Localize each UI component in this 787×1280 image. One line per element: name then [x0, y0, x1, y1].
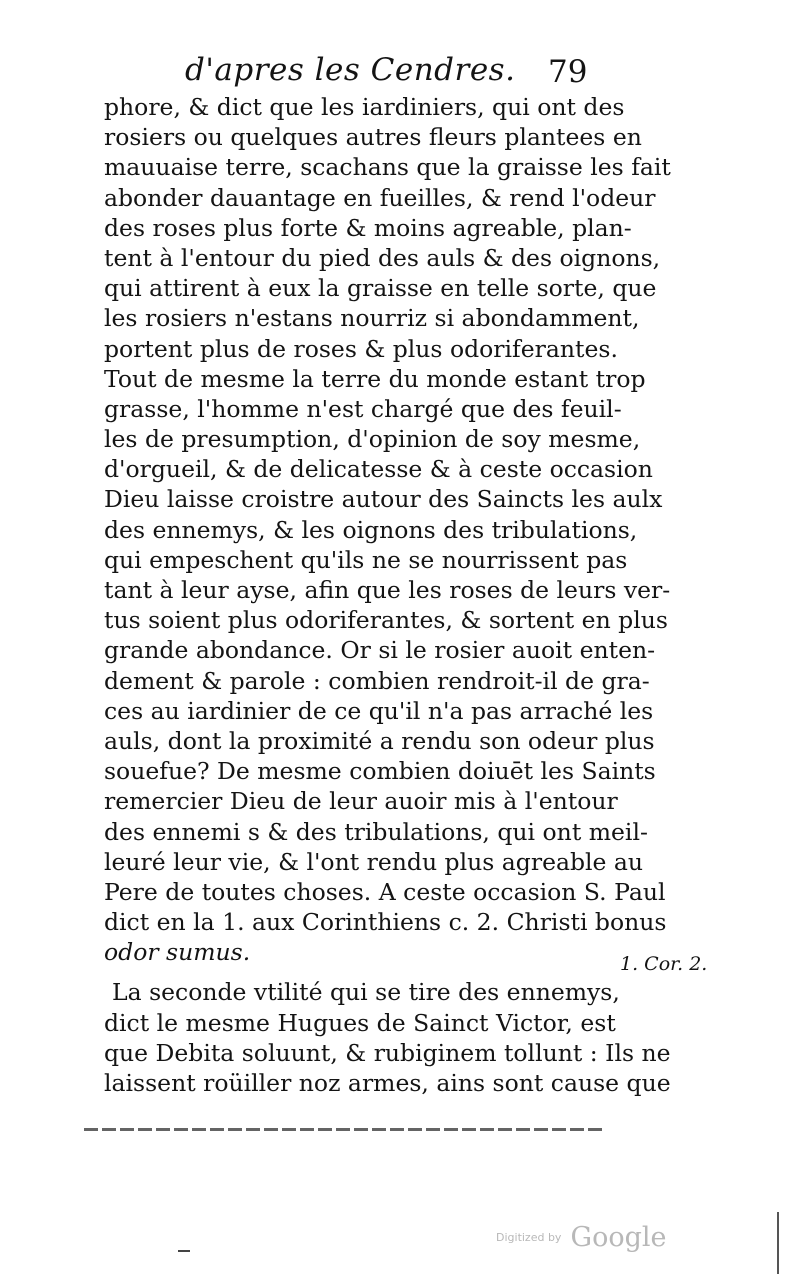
scan-dash-mark	[178, 1250, 190, 1252]
text-line: les de presumption, d'opinion de soy mesme,	[104, 425, 641, 454]
text-line: des ennemi s & des tribulations, qui ont meil-	[104, 817, 648, 846]
text-line: grasse, l'homme n'est chargé que des feuil-	[104, 394, 622, 423]
text-line: dict en la 1. aux Corinthiens c. 2. Christi bonus	[104, 908, 667, 937]
text-line: tent à l'entour du pied des auls & des oignons,	[104, 243, 661, 272]
text-line: que Debita soluunt, & rubiginem tollunt : Ils ne	[104, 1038, 671, 1067]
text-line: ces au iardinier de ce qu'il n'a pas arraché les	[104, 696, 654, 725]
text-line: phore, & dict que les iardiniers, qui ont des	[104, 93, 625, 121]
text-line: les rosiers n'estans nourriz si abondamment,	[104, 304, 640, 333]
marginal-note: 1. Cor. 2.	[620, 953, 708, 975]
text-line: souefue? De mesme combien doiuēt les Saints	[104, 757, 656, 786]
scan-edge-mark	[777, 1212, 779, 1274]
text-line: Dieu laisse croistre autour des Saincts les aulx	[104, 485, 663, 514]
text-line: mauuaise terre, scachans que la graisse les fait	[104, 153, 671, 182]
text-line: Tout de mesme la terre du monde estant trop	[104, 364, 646, 393]
text-line: Pere de toutes choses. A ceste occasion S. Paul	[104, 877, 666, 906]
text-line: tant à leur ayse, afin que les roses de leurs ver-	[104, 576, 671, 604]
text-line: rosiers ou quelques autres fleurs plantees en	[104, 123, 642, 152]
text-line: laissent roüiller noz armes, ains sont cause que	[104, 1069, 671, 1097]
text-line: portent plus de roses & plus odoriferantes.	[104, 334, 618, 363]
text-line: leuré leur vie, & l'ont rendu plus agreable au	[104, 847, 644, 876]
text-line: remercier Dieu de leur auoir mis à l'entour	[104, 787, 618, 816]
text-line: auls, dont la proximité a rendu son odeur plus	[104, 726, 655, 755]
text-line: qui empeschent qu'ils ne se nourrissent pas	[104, 545, 628, 574]
print-rule	[84, 1128, 604, 1131]
text-line: des ennemys, & les oignons des tribulations,	[104, 515, 638, 544]
text-line: dement & parole : combien rendroit-il de gra-	[104, 666, 650, 695]
page-number: 79	[548, 54, 588, 90]
text-line: abonder dauantage en fueilles, & rend l'odeur	[104, 183, 656, 212]
text-line: odor sumus.	[104, 938, 251, 967]
watermark-small-text: Digitized by	[496, 1231, 562, 1244]
text-line: des roses plus forte & moins agreable, plan-	[104, 213, 632, 242]
text-line: dict le mesme Hugues de Sainct Victor, est	[104, 1008, 616, 1037]
text-line: qui attirent à eux la graisse en telle sorte, que	[104, 274, 657, 303]
paragraph-gap	[104, 967, 608, 977]
google-logo: Google	[570, 1222, 667, 1253]
digitized-watermark	[496, 1222, 667, 1253]
running-head: d'apres les Cendres.	[185, 52, 516, 88]
text-line: La seconde vtilité qui se tire des ennemys,	[112, 978, 620, 1007]
text-line: d'orgueil, & de delicatesse & à ceste occasion	[104, 455, 653, 484]
text-line: tus soient plus odoriferantes, & sortent en plus	[104, 606, 668, 635]
text-line: grande abondance. Or si le rosier auoit enten-	[104, 636, 656, 665]
